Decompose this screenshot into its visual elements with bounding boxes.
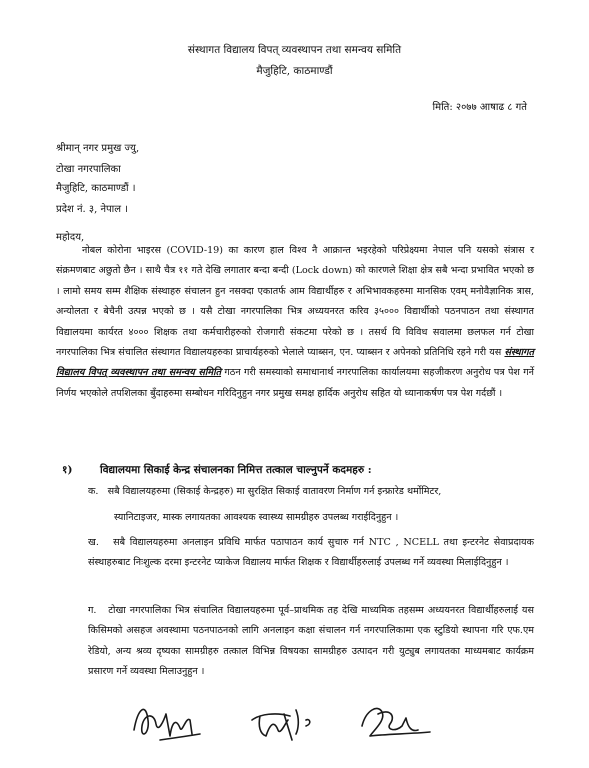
recipient-title: श्रीमान् नगर प्रमुख ज्यु, bbox=[56, 143, 140, 154]
committee-name-emphasis: संस्थागत विद्यालय विपत् व्यवस्थापन तथा समन्वय समिति bbox=[56, 347, 534, 379]
section-number: १) bbox=[62, 464, 73, 476]
item-label: ग. bbox=[88, 605, 97, 616]
recipient-office: टोखा नगरपालिका bbox=[56, 164, 121, 175]
recipient-province: प्रदेश नं. ३, नेपाल । bbox=[56, 204, 129, 215]
item-label: क. bbox=[88, 486, 99, 497]
item-text: स्यानिटाइजर, मास्क लगायतका आवश्यक स्वास्थ्य सामग्रीहरु उपलब्ध गराईदिनुहुन । bbox=[114, 512, 399, 523]
list-item-continuation bbox=[88, 508, 534, 528]
letter-date: मिति: २०७७ आषाढ ८ गते bbox=[432, 102, 527, 113]
list-item bbox=[88, 482, 534, 502]
item-label: ख. bbox=[88, 537, 99, 548]
committee-location: मैजुहिटि, काठमाण्डौं bbox=[256, 65, 333, 77]
item-text: टोखा नगरपालिका भित्र संचालित विद्यालयहरुमा पूर्व–प्राथमिक तह देखि माध्यमिक तहसम्म अध्ययनरत विद्यार्थीहरुलाई यस किसिमको असहज अवस्थामा पठनपाठनको लागि अनलाइन कक्षा संचालन गर्न नगरपालिकामा एक स्टुडियो स्थापना गरि एफ.एम रेडियो, अन्य श्रव्य दृष्यका सामग्रीहरु तत्काल विभिन्न विषयका सामग्रीहरु उत्पादन गरी युट्युब लगायतका माध्यमबाट कार्यक्रम प्रसारण गर्ने व्यवस्था मिलाउनुहुन । bbox=[88, 605, 534, 678]
item-text: सबै विद्यालयहरुमा अनलाइन प्रविधि मार्फत पठापाठन कार्य सुचारु गर्न NTC , NCELL तथा इन्टरनेट सेवाप्रदायक संस्थाहरुबाट निःशुल्क दरमा इन्टरनेट प्याकेज विद्यालय मार्फत शिक्षक र विद्यार्थीहरुलाई उपलब्ध गर्ने व्यवस्था मिलाईदिनुहुन । bbox=[88, 537, 534, 569]
signature-2 bbox=[252, 710, 310, 740]
body-text-part2: गठन गरी समस्याको समाधानार्थ नगरपालिका कार्यालयमा सहजीकरण अनुरोध पत्र पेश गर्ने निर्णय भएकोले तपशिलका बुँदाहरुमा सम्बोधन गरिदिनुहुन नगर प्रमुख समक्ष हार्दिक अनुरोध सहित यो ध्यानाकर्षण पत्र पेश गर्दछौं । bbox=[56, 367, 534, 399]
recipient-location: मैजुहिटि, काठमाण्डौं । bbox=[56, 183, 136, 194]
salutation: महोदय, bbox=[56, 232, 85, 243]
item-text: सबै विद्यालयहरुमा (सिकाई केन्द्रहरु) मा सुरक्षित सिकाई वातावरण निर्माण गर्न इन्फ्रारेड थर्मोमिटर, bbox=[107, 486, 442, 497]
signature-3 bbox=[362, 708, 430, 736]
list-item bbox=[88, 533, 534, 574]
body-paragraph bbox=[56, 241, 534, 404]
list-item bbox=[88, 601, 534, 683]
signatures bbox=[120, 690, 460, 750]
committee-name: संस्थागत विद्यालय विपत् व्यवस्थापन तथा समन्वय समिति bbox=[187, 44, 402, 56]
body-text-part1: नोबल कोरोना भाइरस (COVID-19) का कारण हाल विश्व नै आक्रान्त भइरहेको परिप्रेक्ष्यमा नेपाल पनि यसको संत्रास र संक्रमणबाट अछुतो छैन । साथै चैत्र ११ गते देखि लगातार बन्दा बन्दी (Lock down) को कारणले शिक्षा क्षेत्र सबै भन्दा प्रभावित भएको छ । लामो समय सम्म शैक्षिक संस्थाहरु संचालन हुन नसक्दा एकातर्फ आम विद्यार्थीहरु र अभिभावकहरुमा मानसिक एवम् मनोवैज्ञानिक त्रास, अन्योलता र बेचैनी उत्पन्न भएको छ । यसै टोखा नगरपालिका भित्र अध्ययनरत करिव ३५००० विद्यार्थीको पठनपाठन तथा संस्थागत विद्यालयमा कार्यरत ४००० शिक्षक तथा कर्मचारीहरुको रोजगारी संकटमा परेको छ । तसर्थ यि विविध सवालमा छलफल गर्न टोखा नगरपालिका भित्र संचालित संस्थागत विद्यालयहरुका प्राचार्यहरुको भेलाले प्याब्सन, एन. प्याब्सन र अपेनको प्रतिनिधि रहने गरी यस bbox=[56, 245, 534, 359]
section-title: विद्यालयमा सिकाई केन्द्र संचालनका निमित्त तत्काल चाल्नुपर्ने कदमहरु : bbox=[100, 464, 372, 476]
signature-1 bbox=[134, 709, 200, 740]
